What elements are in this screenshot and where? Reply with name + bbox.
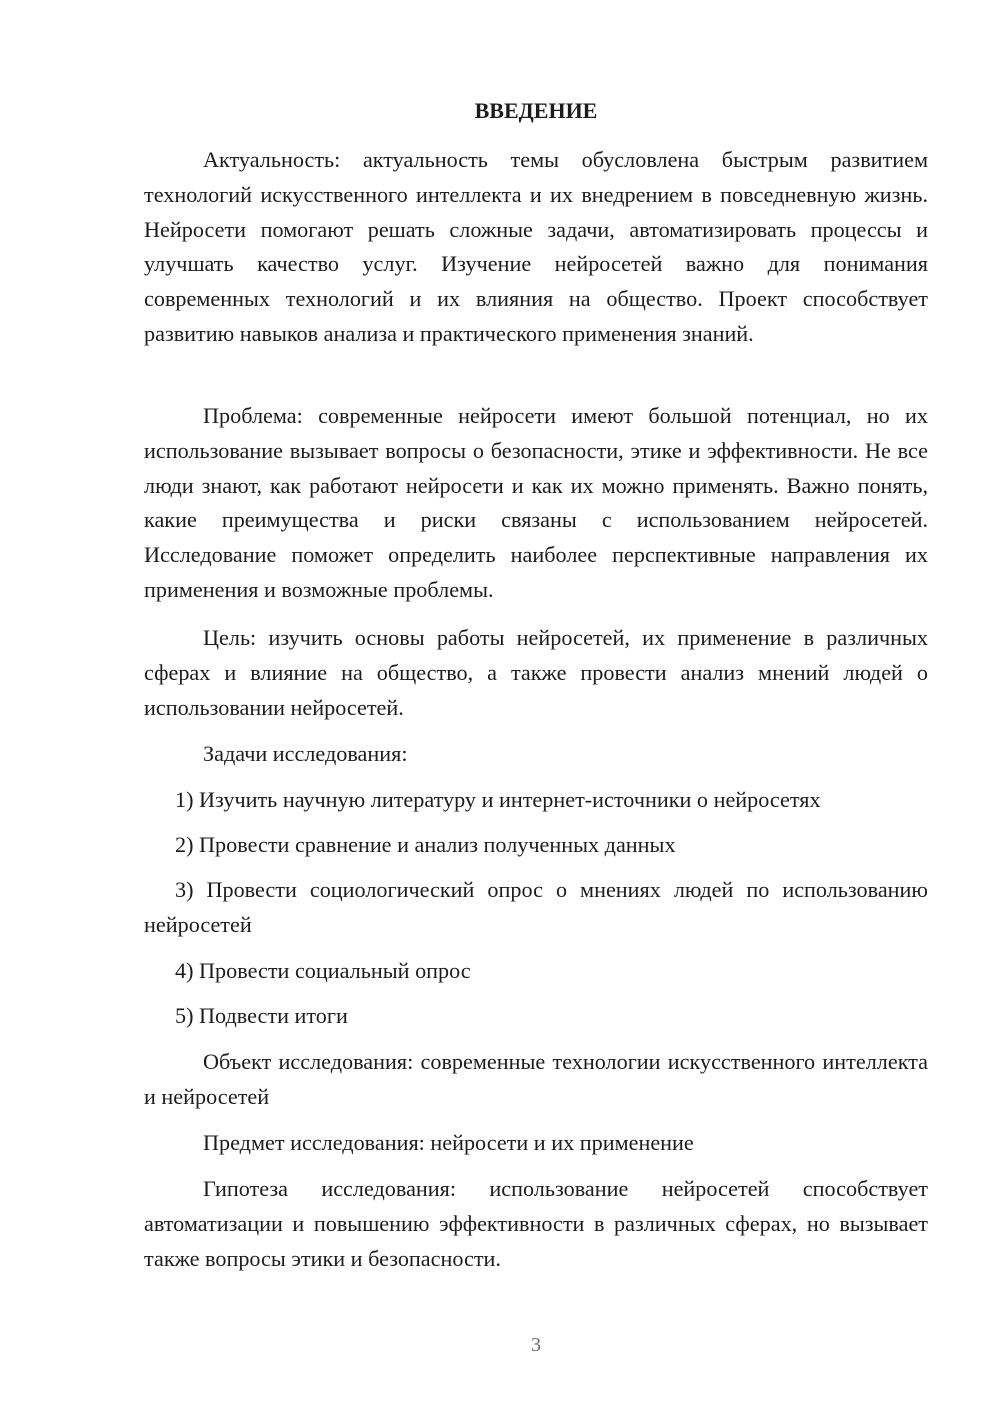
tasks-heading: Задачи исследования:: [203, 741, 408, 766]
paragraph-relevance: Актуальность: актуальность темы обусловлена быстрым развитием технологий искусственного интеллекта и их внедрением в повседневную жизнь. Нейросети помогают решать сложные задачи, автоматизировать процессы и улучшать качество услуг. Изучение нейросетей важно для понимания современных технологий и их влияния на общество. Проект способствует развитию навыков анализа и практического применения знаний.: [144, 147, 928, 346]
task-item-2: 2) Провести сравнение и анализ полученных данных: [175, 832, 676, 857]
paragraph-problem: Проблема: современные нейросети имеют большой потенциал, но их использование вызывает вопросы о безопасности, этике и эффективности. Не все люди знают, как работают нейросети и как их можно применять. Важно понять, какие преимущества и риски связаны с использованием нейросетей. Исследование поможет определить наиболее перспективные направления их применения и возможные проблемы.: [144, 403, 928, 602]
task-item-1: 1) Изучить научную литературу и интернет-источники о нейросетях: [175, 787, 821, 812]
document-page: [144, 0, 928, 1414]
task-item-4: 4) Провести социальный опрос: [175, 958, 471, 983]
page-title: ВВЕДЕНИЕ: [474, 98, 598, 123]
page-number: 3: [531, 1334, 541, 1356]
paragraph-hypothesis: Гипотеза исследования: использование нейросетей способствует автоматизации и повышению эффективности в различных сферах, но вызывает также вопросы этики и безопасности.: [144, 1176, 928, 1271]
task-item-5: 5) Подвести итоги: [175, 1003, 348, 1028]
paragraph-object: Объект исследования: современные технологии искусственного интеллекта и нейросетей: [144, 1049, 928, 1109]
paragraph-goal: Цель: изучить основы работы нейросетей, их применение в различных сферах и влияние на общество, а также провести анализ мнений людей о использовании нейросетей.: [144, 625, 928, 720]
paragraph-subject: Предмет исследования: нейросети и их применение: [203, 1130, 694, 1155]
task-item-3: 3) Провести социологический опрос о мнениях людей по использованию нейросетей: [144, 877, 928, 937]
